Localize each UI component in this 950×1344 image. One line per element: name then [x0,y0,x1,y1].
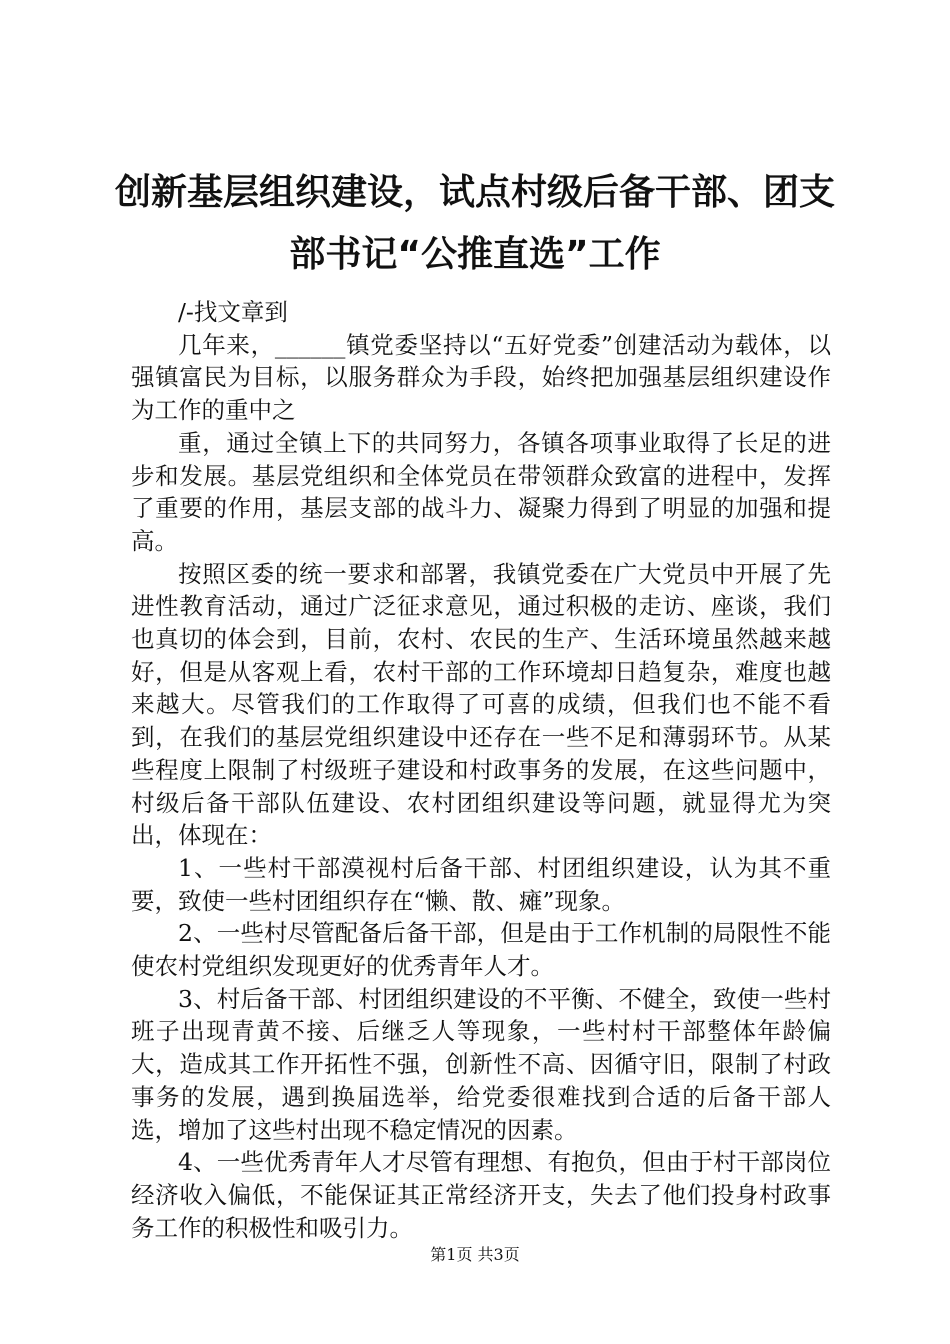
paragraph-intro: 几年来，______镇党委坚持以“五好党委”创建活动为载体，以强镇富民为目标，以服务群众为手段，始终把加强基层组织建设作为工作的重中之 [131,330,831,425]
paragraph-item-4: 4、一些优秀青年人才尽管有理想、有抱负，但由于村干部岗位经济收入偏低，不能保证其正常经济开支，失去了他们投身村政事务工作的积极性和吸引力。 [131,1148,831,1242]
paragraph-problems: 按照区委的统一要求和部署，我镇党委在广大党员中开展了先进性教育活动，通过广泛征求意见，通过积极的走访、座谈，我们也真切的体会到，目前，农村、农民的生产、生活环境虽然越来越好，但是从客观上看，农村干部的工作环境却日趋复杂，难度也越来越大。尽管我们的工作取得了可喜的成绩，但我们也不能不看到，在我们的基层党组织建设中还存在一些不足和薄弱环节。从某些程度上限制了村级班子建设和村政事务的发展，在这些问题中，村级后备干部队伍建设、农村团组织建设等问题，就显得尤为突出，体现在： [131,559,831,850]
document-title [100,162,850,286]
paragraph-item-3: 3、村后备干部、村团组织建设的不平衡、不健全，致使一些村班子出现青黄不接、后继乏人等现象，一些村村干部整体年龄偏大，造成其工作开拓性不强，创新性不高、因循守旧，限制了村政事务的发展，遇到换届选举，给党委很难找到合适的后备干部人选，增加了这些村出现不稳定情况的因素。 [131,984,831,1144]
title-line-1: 创新基层组织建设，试点村级后备干部、团支 [114,172,835,213]
paragraph-source: /-找文章到 [178,298,288,326]
paragraph-progress: 重，通过全镇上下的共同努力，各镇各项事业取得了长足的进步和发展。基层党组织和全体党员在带领群众致富的进程中，发挥了重要的作用，基层支部的战斗力、凝聚力得到了明显的加强和提高。 [131,428,831,555]
paragraph-item-1: 1、一些村干部漠视村后备干部、村团组织建设，认为其不重要，致使一些村团组织存在“懒、散、瘫”现象。 [131,853,831,915]
paragraph-item-2: 2、一些村尽管配备后备干部，但是由于工作机制的局限性不能使农村党组织发现更好的优秀青年人才。 [131,919,831,981]
document-body [131,296,831,1244]
page-footer: 第1页 共3页 [430,1245,520,1264]
title-line-2: 部书记“公推直选”工作 [289,234,661,275]
